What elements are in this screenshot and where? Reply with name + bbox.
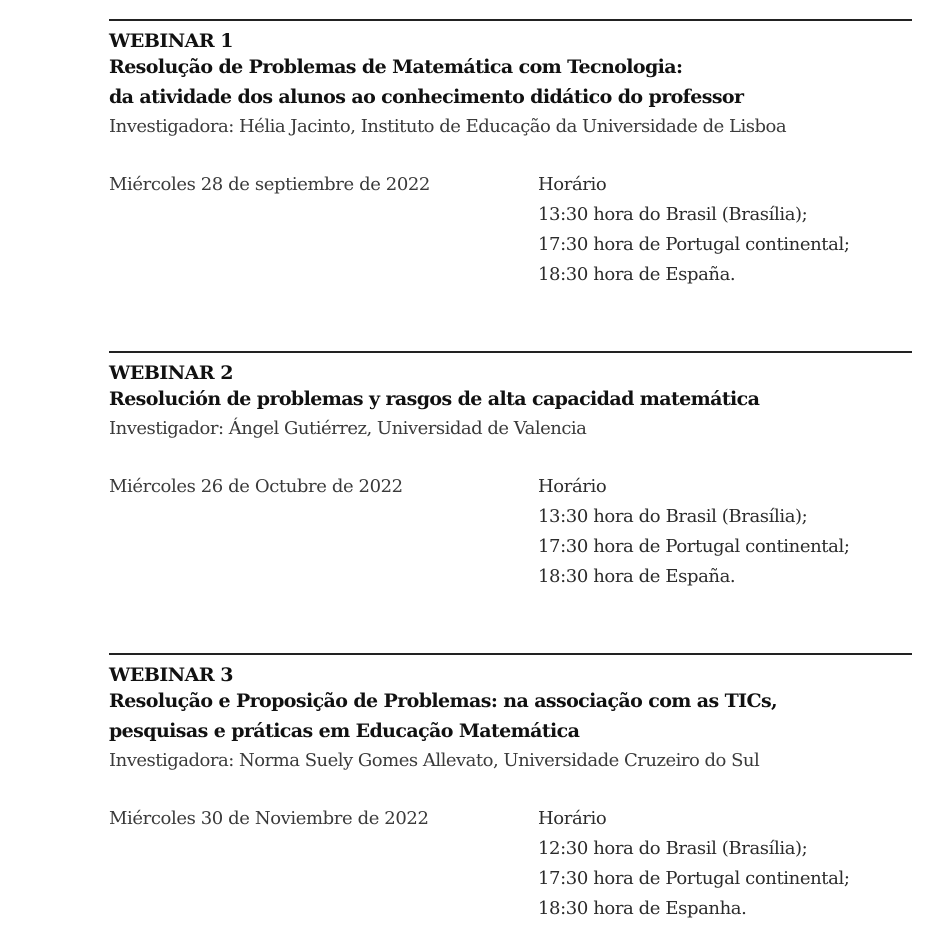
webinar-title-line: pesquisas e práticas em Educação Matemática [109, 720, 580, 742]
webinar-investigator: Investigador: Ángel Gutiérrez, Universidad de Valencia [109, 418, 587, 439]
time-spain: 18:30 hora de España. [538, 264, 736, 285]
webinar-date: Miércoles 30 de Noviembre de 2022 [109, 808, 429, 829]
webinar-label: WEBINAR 2 [109, 362, 234, 384]
time-spain: 18:30 hora de Espanha. [538, 898, 747, 919]
webinar-schedule [109, 804, 912, 924]
webinar-title-line: Resolução de Problemas de Matemática com Tecnologia: [109, 56, 683, 78]
webinar-2-section [109, 351, 912, 592]
webinar-times [538, 804, 850, 924]
webinar-3-section [109, 653, 912, 924]
schedule-heading: Horário [538, 808, 607, 829]
webinar-title-line: Resolução e Proposição de Problemas: na associação com as TICs, [109, 690, 778, 712]
section-divider [109, 19, 912, 21]
schedule-heading: Horário [538, 174, 607, 195]
webinar-date: Miércoles 28 de septiembre de 2022 [109, 174, 430, 195]
webinar-date: Miércoles 26 de Octubre de 2022 [109, 476, 403, 497]
webinar-schedule [109, 170, 912, 290]
schedule-heading: Horário [538, 476, 607, 497]
webinar-investigator: Investigadora: Hélia Jacinto, Instituto de Educação da Universidade de Lisboa [109, 116, 787, 137]
webinar-times [538, 170, 850, 290]
time-brazil: 12:30 hora do Brasil (Brasília); [538, 838, 808, 859]
time-spain: 18:30 hora de España. [538, 566, 736, 587]
webinar-title [109, 384, 912, 414]
webinar-title-line: Resolución de problemas y rasgos de alta capacidad matemática [109, 388, 760, 410]
webinar-1-section [109, 19, 912, 290]
time-brazil: 13:30 hora do Brasil (Brasília); [538, 204, 808, 225]
section-divider [109, 653, 912, 655]
webinar-schedule [109, 472, 912, 592]
section-divider [109, 351, 912, 353]
webinar-title-line: da atividade dos alunos ao conhecimento didático do professor [109, 86, 744, 108]
webinar-label: WEBINAR 1 [109, 30, 234, 52]
webinar-title [109, 686, 912, 746]
webinar-investigator: Investigadora: Norma Suely Gomes Allevato, Universidade Cruzeiro do Sul [109, 750, 760, 771]
time-brazil: 13:30 hora do Brasil (Brasília); [538, 506, 808, 527]
time-portugal: 17:30 hora de Portugal continental; [538, 536, 850, 557]
webinar-title [109, 52, 912, 112]
time-portugal: 17:30 hora de Portugal continental; [538, 868, 850, 889]
webinar-label: WEBINAR 3 [109, 664, 234, 686]
time-portugal: 17:30 hora de Portugal continental; [538, 234, 850, 255]
webinar-times [538, 472, 850, 592]
